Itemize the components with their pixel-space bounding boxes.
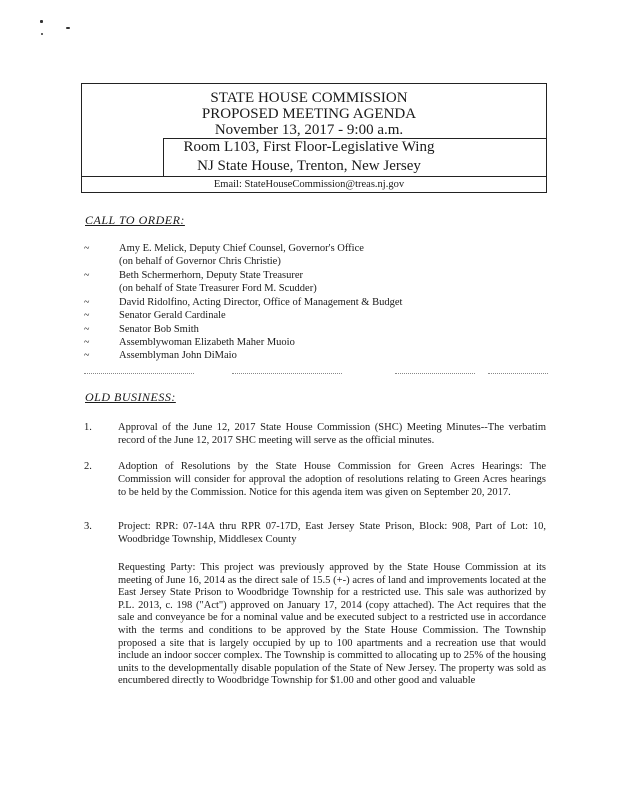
header-line-4: Room L103, First Floor-Legislative Wing [183,139,435,155]
header-line-5: NJ State House, Trenton, New Jersey [197,158,421,174]
bullet-tilde: ~ [84,270,90,281]
bullet-tilde: ~ [84,324,90,335]
requesting-party-paragraph: Requesting Party: This project was previously approved by the State House Commission at its meeting of June 16, 2014 as the direct sale of 15.5 (+-) acres of land and improvements located at the East Jersey State Prison to Woodbridge Township for a restricted use. This sale was authorized by P.L. 2013, c. 198 ("Act") approved on January 17, 2014 (copy attached). The Act requires that the sale and conveyance be for a nominal value and be executed subject to a restricted use in accordance with the terms and conditions to be approved by the State House Commission. The Township proposed a site that is largely occupied by up to 100 apartments and a recreation use that would include an indoor soccer complex. The Township is committed to allocating up to 25% of the housing units to the developmentally disable population of the State of New Jersey. The property was sold as encumbered directly to Woodbridge Township for $1.00 and other good and valuable [118,562,546,687]
item-text: Adoption of Resolutions by the State House Commission for Green Acres Hearings: The Commission will consider for approval the adoption of resolutions relating to Green Acres hearings to be held by the Commission. Notice for this agenda item was given on September 20, 2017. [118,461,546,498]
scan-speck [40,20,43,23]
bullet-tilde: ~ [84,310,90,321]
item-text: Approval of the June 12, 2017 State House Commission (SHC) Meeting Minutes--The verbatim record of the June 12, 2017 SHC meeting will serve as the official minutes. [118,422,546,446]
old-business-title: OLD BUSINESS: [85,390,176,404]
header-line-2: PROPOSED MEETING AGENDA [201,106,417,122]
scan-speck [41,33,43,35]
separator-dots [488,373,548,375]
header-line-3: November 13, 2017 - 9:00 a.m. [214,122,404,138]
header-email: Email: StateHouseCommission@treas.nj.gov [213,179,405,190]
header-rule [81,176,547,177]
item-number: 3. [84,521,92,532]
separator-dots [395,373,475,375]
call-to-order-title: CALL TO ORDER: [85,213,185,227]
item-text: Project: RPR: 07-14A thru RPR 07-17D, East Jersey State Prison, Block: 908, Part of Lot: 10, Woodbridge Township, Middlesex County [118,521,546,545]
separator-dots [232,373,342,375]
bullet-tilde: ~ [84,350,90,361]
bullet-tilde: ~ [84,337,90,348]
header-line-1: STATE HOUSE COMMISSION [210,90,408,106]
item-number: 1. [84,422,92,433]
separator-dots [84,373,194,375]
bullet-tilde: ~ [84,243,90,254]
item-number: 2. [84,461,92,472]
bullet-tilde: ~ [84,297,90,308]
scan-speck [66,27,70,29]
agenda-page: STATE HOUSE COMMISSION PROPOSED MEETING AGENDA November 13, 2017 - 9:00 a.m. Room L103, First Floor-Legislative Wing NJ State House, Trenton, New Jersey Email: StateHouseCommission@treas.nj.gov CALL TO ORDER: ~ Amy E. Melick, Deputy Chief Counsel, Governor's Office (on behalf of Governor Chris Christie) ~ Beth Schermerhorn, Deputy State Treasurer (on behalf of State Treasurer Ford M. Scudder) ~ David Ridolfino, Acting Director, Office of Management & Budget ~ Senator Gerald Cardinale ~ Senator Bob Smith ~ Assemblywoman Elizabeth Maher Muoio ~ Assemblyman John DiMaio OLD BUSINESS: 1. Approval of the June 12, 2017 State House Commission (SHC) Meeting Minutes--The verbatim record of the June 12, 2017 SHC meeting will serve as the official minutes. 2. Adoption of Resolutions by the State House Commission for Green Acres Hearings: The Commission will consider for approval the adoption of resolutions relating to Green Acres hearings to be held by the Commission. Notice for this agenda item was given on September 20, 2017. 3. Project: RPR: 07-14A thru RPR 07-17D, East Jersey State Prison, Block: 908, Part of Lot: 10, Woodbridge Township, Middlesex County Requesting Party: This project was previously approved by the State House Commission at its meeting of June 16, 2014 as the direct sale of 15.5 (+-) acres of land and improvements located at the East Jersey State Prison to Woodbridge Township for a restricted use. This sale was authorized by P.L. 2013, c. 198 ("Act") approved on January 17, 2014 (copy attached). The Act requires that the sale and conveyance be for a nominal value and be executed subject to a restricted use in accordance with the terms and conditions to be approved by the State House Commission. The Township proposed a site that is largely occupied by up to 100 apartments and a recreation use that would include an indoor soccer complex. The Township is committed to allocating up to 25% of the housing units to the developmentally disable population of the State of New Jersey. The property was sold as encumbered directly to Woodbridge Township for $1.00 and other good and valuable [0,0,618,800]
